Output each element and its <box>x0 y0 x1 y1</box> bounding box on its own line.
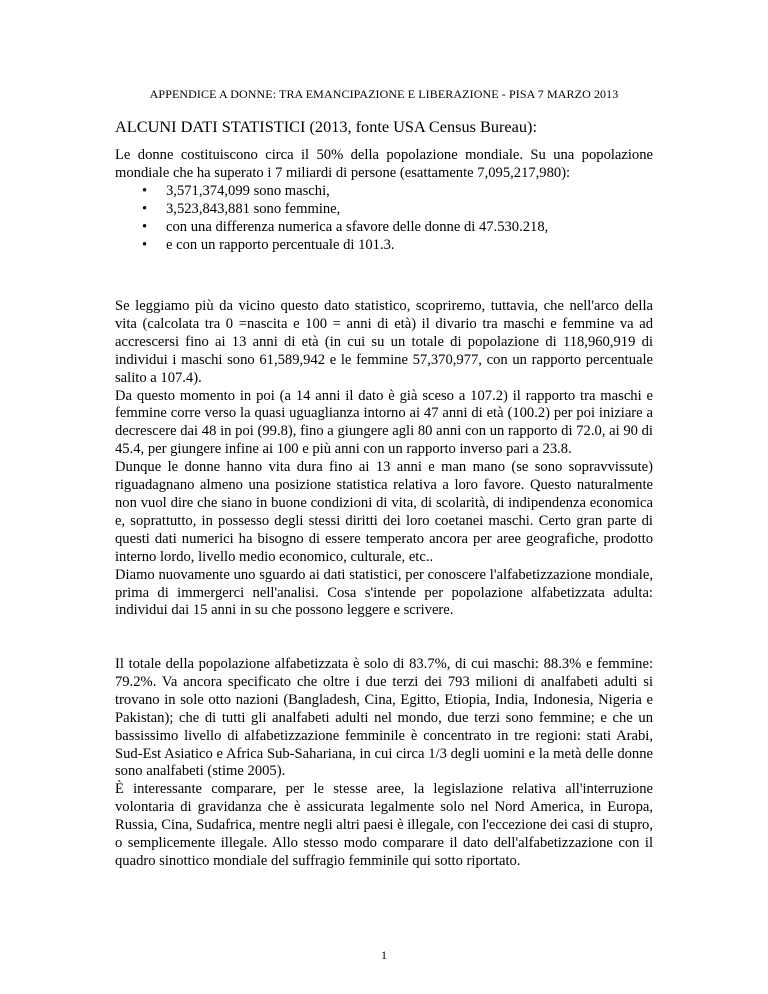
section-heading: ALCUNI DATI STATISTICI (2013, fonte USA Census Bureau): <box>115 117 537 136</box>
body-paragraph: È interessante comparare, per le stesse aree, la legislazione relativa all'interruzione volontaria di gravidanza che è assicurata legalmente solo nel Nord America, in Europa, Russia, Cina, Sudafrica, mentre negli altri paesi è illegale, con l'eccezione dei casi di stupro, o semplicemente illegale. Allo stesso modo comparare il dato dell'alfabetizzazione con il quadro sinottico mondiale del suffragio femminile qui sotto riportato. <box>115 781 653 869</box>
list-item <box>115 237 653 255</box>
bullet-icon: • <box>142 200 148 217</box>
body-paragraph: Se leggiamo più da vicino questo dato statistico, scopriremo, tuttavia, che nell'arco della vita (calcolata tra 0 =nascita e 100 = anni di età) il divario tra maschi e femmine va ad accrescersi fino ai 13 anni di età (in cui su un totale di popolazione di 118,960,919 di individui i maschi sono 61,589,942 e le femmine 57,370,977, con un rapporto percentuale salito a 107.4). <box>115 298 653 386</box>
list-item-text: con una differenza numerica a sfavore delle donne di 47.530.218, <box>166 218 549 235</box>
statistics-bullet-list <box>115 183 653 255</box>
list-item <box>115 219 653 237</box>
list-item-text: 3,523,843,881 sono femmine, <box>166 200 341 217</box>
list-item <box>115 201 653 219</box>
running-header: APPENDICE A DONNE: TRA EMANCIPAZIONE E LIBERAZIONE - PISA 7 MARZO 2013 <box>149 87 619 101</box>
body-paragraph: Da questo momento in poi (a 14 anni il dato è già sceso a 107.2) il rapporto tra maschi e femmine corre verso la quasi uguaglianza intorno ai 47 anni di età (100.2) per poi iniziare a decrescere dai 48 in poi (99.8), fino a giungere agli 80 anni con un rapporto di 72.0, ai 90 di 45.4, per giungere infine ai 100 e più anni con un rapporto inverso pari a 23.8. <box>115 387 653 458</box>
list-item-text: e con un rapporto percentuale di 101.3. <box>166 236 395 253</box>
intro-block <box>115 147 653 254</box>
page-number: 1 <box>381 948 387 962</box>
age-ratio-section <box>115 298 653 620</box>
body-paragraph: Il totale della popolazione alfabetizzata è solo di 83.7%, di cui maschi: 88.3% e femmine: 79.2%. Va ancora specificato che oltre i due terzi dei 793 milioni di analfabeti adulti si trovano in sole otto nazioni (Bangladesh, Cina, Egitto, Etiopia, India, Indonesia, Nigeria e Pakistan); che di tutti gli analfabeti adulti nel mondo, due terzi sono femmine; e che un bassissimo livello di alfabetizzazione femminile è concentrato in tre regioni: stati Arabi, Sud-Est Asiatico e Africa Sub-Sahariana, in cui circa 1/3 degli uomini e la metà delle donne sono analfabeti (stime 2005). <box>115 656 653 780</box>
bullet-icon: • <box>142 218 148 235</box>
body-paragraph: Diamo nuovamente uno sguardo ai dati statistici, per conoscere l'alfabetizzazione mondiale, prima di immergerci nell'analisi. Cosa s'intende per popolazione alfabetizzata adulta: individui dai 15 anni in su che possono leggere e scrivere. <box>115 566 653 619</box>
list-item-text: 3,571,374,099 sono maschi, <box>166 182 330 199</box>
body-paragraph: Dunque le donne hanno vita dura fino ai 13 anni e man mano (se sono sopravvissute) riguadagnano almeno una posizione statistica relativa a loro favore. Questo naturalmente non vuol dire che siano in buone condizioni di vita, di scolarità, di indipendenza economica e, soprattutto, in possesso degli stessi diritti dei loro coetanei maschi. Certo gran parte di questi dati numerici ha bisogno di essere temperato ancora per aree geografiche, prodotto interno lordo, livello medio economico, culturale, etc.. <box>115 459 653 565</box>
bullet-icon: • <box>142 182 148 199</box>
bullet-icon: • <box>142 236 148 253</box>
list-item <box>115 183 653 201</box>
literacy-section <box>115 656 653 871</box>
intro-paragraph: Le donne costituiscono circa il 50% della popolazione mondiale. Su una popolazione mondiale che ha superato i 7 miliardi di persone (esattamente 7,095,217,980): <box>115 147 653 181</box>
